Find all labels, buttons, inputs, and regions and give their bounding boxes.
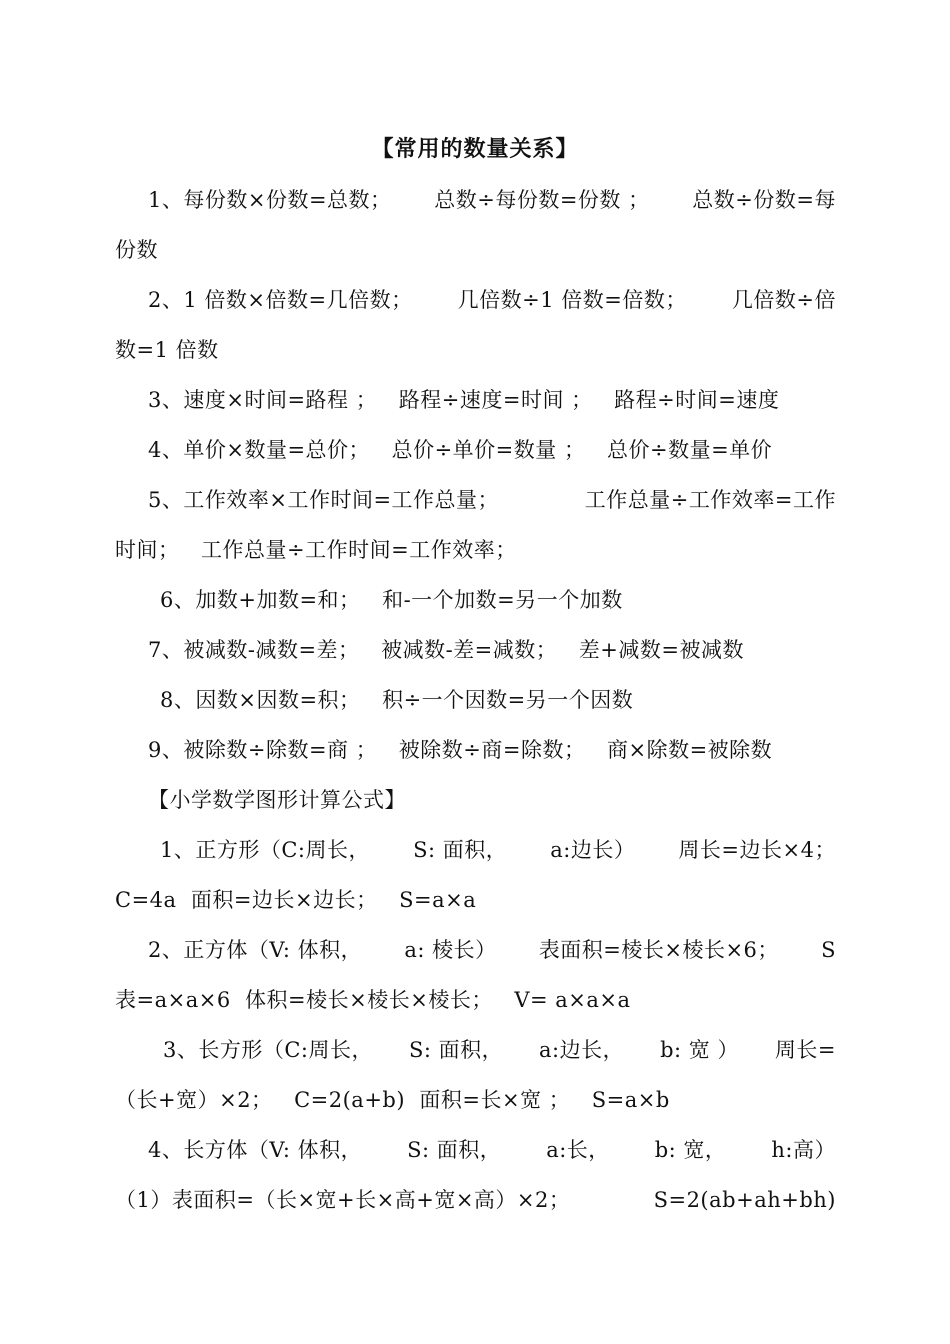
text-segment: S=2(ab+ah+bh) <box>653 1188 836 1212</box>
relation-line-6: 6、加数+加数=和； 和-一个加数=另一个加数 <box>160 588 623 612</box>
text-segment: 总数÷每份数=份数 ； <box>434 188 650 212</box>
relation-line-5 <box>148 485 836 515</box>
text-segment: S: 面积， <box>408 1038 504 1062</box>
relation-line-2 <box>148 285 836 315</box>
relation-line-9: 9、被除数÷除数=商 ； 被除数÷商=除数； 商×除数=被除数 <box>148 738 773 762</box>
section-title-quantity-relations: 【常用的数量关系】 <box>371 136 579 162</box>
relation-line-1-cont: 份数 <box>115 238 158 262</box>
text-segment: a:边长） <box>550 838 636 862</box>
text-segment: 工作总量÷工作效率=工作 <box>584 488 836 512</box>
text-segment: 1、每份数×份数=总数； <box>148 188 392 212</box>
relation-line-4: 4、单价×数量=总价； 总价÷单价=数量 ； 总价÷数量=单价 <box>148 438 773 462</box>
text-segment: 2、1 倍数×倍数=几倍数； <box>148 288 413 312</box>
relation-line-3: 3、速度×时间=路程 ； 路程÷速度=时间 ； 路程÷时间=速度 <box>148 388 780 412</box>
formula-line-2-cont: 表=a×a×6 体积=棱长×棱长×棱长； V= a×a×a <box>115 988 631 1012</box>
text-segment: 几倍数÷1 倍数=倍数； <box>457 288 687 312</box>
text-segment: a: 棱长） <box>404 938 497 962</box>
relation-line-5-cont: 时间； 工作总量÷工作时间=工作效率； <box>115 538 517 562</box>
relation-line-1 <box>148 185 836 215</box>
relation-line-2-cont: 数=1 倍数 <box>115 338 219 362</box>
text-segment: b: 宽 ） <box>660 1038 739 1062</box>
text-segment: 总数÷份数=每 <box>692 188 836 212</box>
relation-line-8: 8、因数×因数=积； 积÷一个因数=另一个因数 <box>160 688 634 712</box>
text-segment: S <box>821 938 836 962</box>
text-segment: 周长=边长×4； <box>678 838 836 862</box>
section-title-geometry-formulas: 【小学数学图形计算公式】 <box>148 788 406 812</box>
text-segment: 周长= <box>774 1038 836 1062</box>
formula-line-1-cont: C=4a 面积=边长×边长； S=a×a <box>115 888 477 912</box>
text-segment: 4、长方体（V: 体积， <box>148 1138 363 1162</box>
formula-line-3 <box>163 1035 836 1065</box>
text-segment: 1、正方形（C:周长， <box>160 838 371 862</box>
formula-line-2 <box>148 935 836 965</box>
text-segment: 几倍数÷倍 <box>731 288 836 312</box>
text-segment: a:边长， <box>539 1038 625 1062</box>
text-segment: 2、正方体（V: 体积， <box>148 938 363 962</box>
relation-line-7: 7、被减数-减数=差； 被减数-差=减数； 差+减数=被减数 <box>148 638 744 662</box>
formula-line-4 <box>148 1135 836 1165</box>
formula-line-3-cont: （长+宽）×2； C=2(a+b) 面积=长×宽 ； S=a×b <box>115 1088 670 1112</box>
text-segment: a:长， <box>546 1138 610 1162</box>
formula-line-4-sub-1 <box>115 1185 836 1215</box>
text-segment: S: 面积， <box>407 1138 502 1162</box>
text-segment: h:高） <box>771 1138 836 1162</box>
formula-line-1 <box>160 835 836 865</box>
text-segment: b: 宽， <box>654 1138 727 1162</box>
text-segment: （1）表面积=（长×宽+长×高+宽×高）×2； <box>115 1188 571 1212</box>
text-segment: S: 面积， <box>413 838 508 862</box>
text-segment: 5、工作效率×工作时间=工作总量； <box>148 488 500 512</box>
text-segment: 表面积=棱长×棱长×6； <box>538 938 779 962</box>
text-segment: 3、长方形（C:周长， <box>163 1038 374 1062</box>
